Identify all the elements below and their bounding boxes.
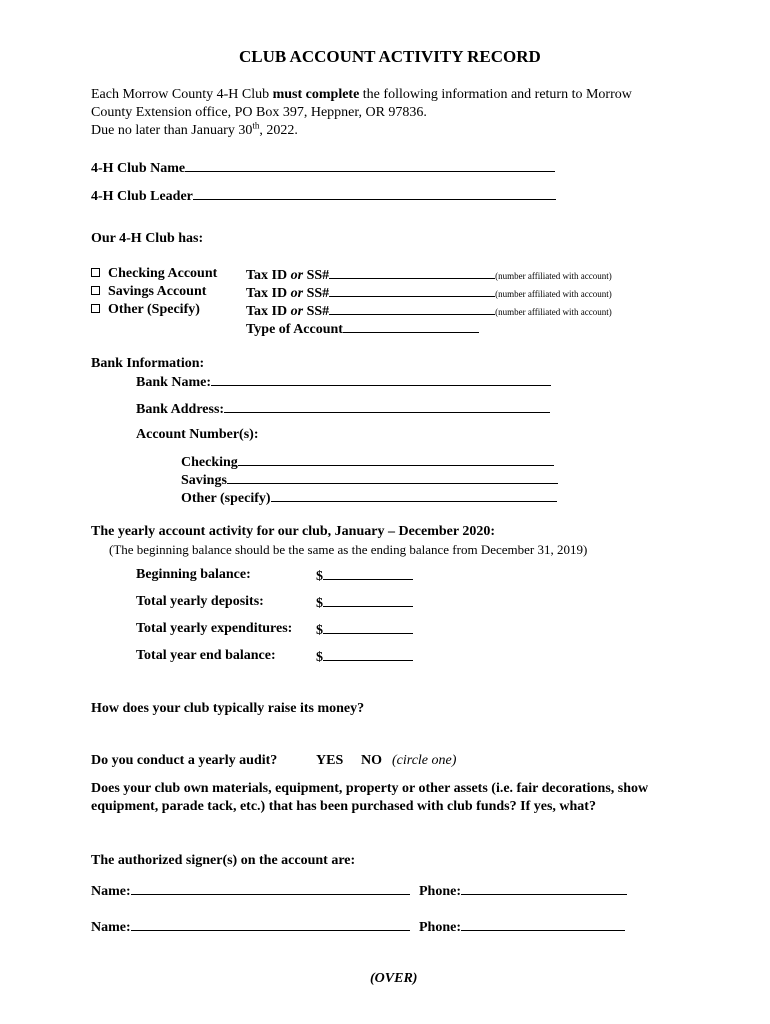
audit-question: Do you conduct a yearly audit?: [91, 753, 278, 768]
over-footer: (OVER): [370, 971, 418, 986]
intro-line-2: County Extension office, PO Box 397, Heppner, OR 97836.: [91, 105, 427, 120]
intro-text: Each Morrow County 4-H Club: [91, 87, 273, 102]
signer-phone-label: Phone:: [419, 920, 461, 935]
account-row-other: [91, 301, 200, 318]
assets-question-line-2: equipment, parade tack, etc.) that has been purchased with club funds? If yes, what?: [91, 799, 596, 814]
bank-heading: Bank Information:: [91, 356, 205, 371]
due-date: [91, 122, 298, 139]
checking-number-row: [181, 452, 554, 471]
bank-address-label: Bank Address:: [136, 402, 225, 417]
club-leader-label: 4-H Club Leader: [91, 189, 193, 204]
currency-symbol: $: [316, 650, 323, 665]
checking-number-field[interactable]: [238, 452, 554, 466]
signer-2-phone-row: [419, 917, 625, 936]
due-sup: th: [252, 120, 260, 131]
type-of-account-field[interactable]: [343, 319, 479, 333]
other-account-label: Other (Specify): [108, 302, 200, 317]
signer-1-phone-row: [419, 881, 627, 900]
intro-emphasis: must complete: [272, 87, 360, 102]
savings-number-field[interactable]: [227, 470, 558, 484]
account-row-savings: [91, 283, 206, 300]
intro-line-1: [91, 86, 632, 103]
account-numbers-heading: Account Number(s):: [136, 427, 259, 442]
taxid-checking-field[interactable]: [329, 265, 495, 279]
club-has-heading: Our 4-H Club has:: [91, 231, 204, 246]
signer-2-phone-field[interactable]: [461, 917, 625, 931]
bank-address-row: [136, 399, 550, 418]
other-number-row: [181, 488, 557, 507]
total-deposits-label: Total yearly deposits:: [136, 594, 264, 609]
signers-heading: The authorized signer(s) on the account are:: [91, 853, 356, 868]
taxid-other-field[interactable]: [329, 301, 495, 315]
beginning-balance-field-row: [316, 566, 413, 585]
checking-number-label: Checking: [181, 455, 238, 470]
due-prefix: Due no later than January 30: [91, 123, 253, 138]
currency-symbol: $: [316, 623, 323, 638]
audit-yes-option[interactable]: YES: [316, 753, 344, 768]
total-deposits-field-row: [316, 593, 413, 612]
club-name-row: [91, 158, 555, 177]
signer-name-label: Name:: [91, 920, 131, 935]
beginning-balance-label: Beginning balance:: [136, 567, 251, 582]
assets-question-line-1: Does your club own materials, equipment, property or other assets (i.e. fair decorations, show: [91, 781, 649, 796]
intro-text-cont: the following information and return to Morrow: [359, 87, 632, 102]
savings-account-label: Savings Account: [108, 284, 207, 299]
other-number-label: Other (specify): [181, 491, 271, 506]
club-leader-row: [91, 186, 556, 205]
signer-name-label: Name:: [91, 884, 131, 899]
or-label: or: [290, 304, 304, 319]
signer-phone-label: Phone:: [419, 884, 461, 899]
taxid-row-checking: [246, 265, 612, 285]
total-expenditures-field-row: [316, 620, 413, 639]
savings-number-label: Savings: [181, 473, 227, 488]
taxid-row-savings: [246, 283, 612, 303]
page-title: CLUB ACCOUNT ACTIVITY RECORD: [239, 47, 541, 66]
taxid-label: Tax ID: [246, 268, 288, 283]
or-label: or: [290, 268, 304, 283]
year-end-balance-label: Total year end balance:: [136, 648, 276, 663]
currency-symbol: $: [316, 569, 323, 584]
type-of-account-label: Type of Account: [246, 322, 343, 337]
raise-money-question: How does your club typically raise its money?: [91, 701, 365, 716]
checkbox-checking[interactable]: [91, 268, 100, 277]
taxid-note: (number affiliated with account): [495, 307, 612, 317]
taxid-label: Tax ID: [246, 304, 288, 319]
checkbox-other[interactable]: [91, 304, 100, 313]
or-label: or: [290, 286, 304, 301]
club-leader-field[interactable]: [193, 186, 556, 200]
year-end-balance-field[interactable]: [323, 647, 413, 661]
signer-2-name-row: [91, 917, 410, 936]
type-of-account-row: [246, 319, 479, 338]
savings-number-row: [181, 470, 558, 489]
year-end-balance-field-row: [316, 647, 413, 666]
ss-label: SS#: [306, 268, 330, 283]
account-row-checking: [91, 265, 217, 282]
audit-no-option[interactable]: NO: [361, 753, 382, 768]
signer-1-name-field[interactable]: [131, 881, 410, 895]
bank-address-field[interactable]: [224, 399, 550, 413]
audit-hint: (circle one): [392, 753, 457, 768]
taxid-label: Tax ID: [246, 286, 288, 301]
club-name-label: 4-H Club Name: [91, 161, 186, 176]
ss-label: SS#: [306, 286, 330, 301]
bank-name-row: [136, 372, 551, 391]
checking-account-label: Checking Account: [108, 266, 218, 281]
total-expenditures-field[interactable]: [323, 620, 413, 634]
bank-name-label: Bank Name:: [136, 375, 212, 390]
signer-1-phone-field[interactable]: [461, 881, 627, 895]
activity-note: (The beginning balance should be the same as the ending balance from December 31, 2019): [109, 542, 588, 557]
taxid-note: (number affiliated with account): [495, 289, 612, 299]
signer-1-name-row: [91, 881, 410, 900]
ss-label: SS#: [306, 304, 330, 319]
taxid-note: (number affiliated with account): [495, 271, 612, 281]
bank-name-field[interactable]: [211, 372, 551, 386]
total-expenditures-label: Total yearly expenditures:: [136, 621, 293, 636]
total-deposits-field[interactable]: [323, 593, 413, 607]
activity-heading: The yearly account activity for our club, January – December 2020:: [91, 524, 496, 539]
checkbox-savings[interactable]: [91, 286, 100, 295]
taxid-savings-field[interactable]: [329, 283, 495, 297]
due-suffix: , 2022.: [259, 123, 298, 138]
taxid-row-other: [246, 301, 612, 321]
beginning-balance-field[interactable]: [323, 566, 413, 580]
other-number-field[interactable]: [271, 488, 557, 502]
currency-symbol: $: [316, 596, 323, 611]
signer-2-name-field[interactable]: [131, 917, 410, 931]
club-name-field[interactable]: [185, 158, 555, 172]
